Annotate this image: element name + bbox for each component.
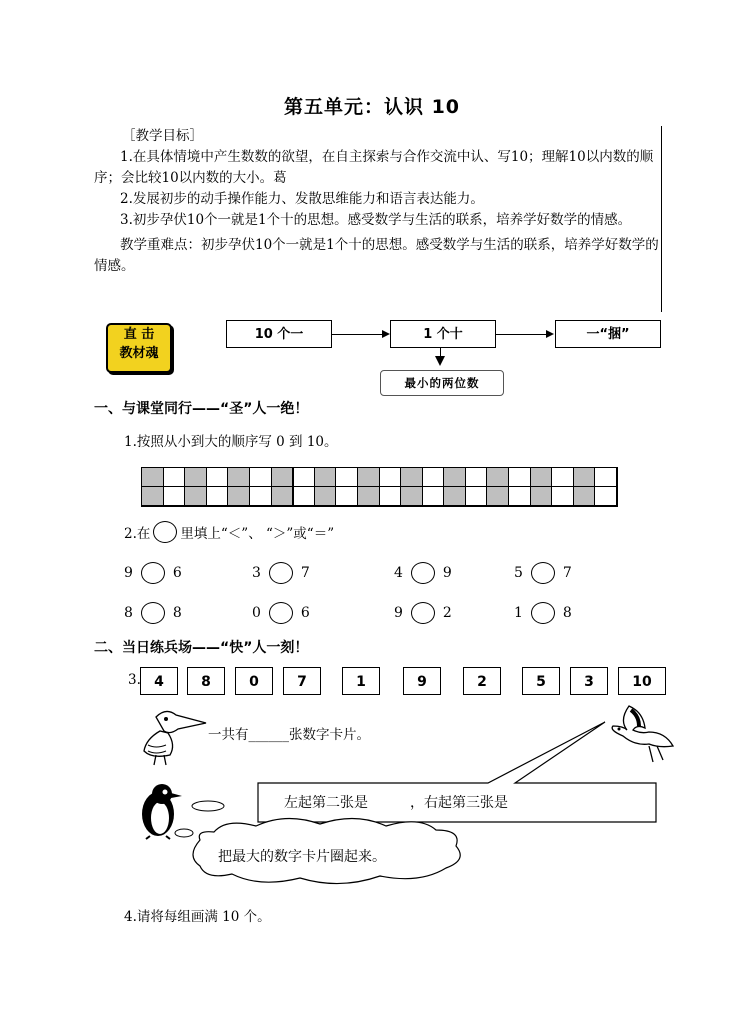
question-3-label: 3. bbox=[128, 672, 141, 688]
compare-right-number: 6 bbox=[300, 605, 310, 621]
compare-right-number: 6 bbox=[172, 565, 182, 581]
page-title: 第五单元：认识 10 bbox=[283, 96, 461, 118]
number-card[interactable]: 1 bbox=[342, 667, 380, 695]
number-card[interactable]: 9 bbox=[403, 667, 441, 695]
number-card[interactable]: 7 bbox=[283, 667, 321, 695]
compare-left-number: 3 bbox=[252, 565, 261, 581]
number-card[interactable]: 10 bbox=[618, 667, 666, 695]
compare-left-number: 9 bbox=[124, 565, 133, 581]
objective-2: 2.发展初步的动手操作能力、发散思维能力和语言表达能力。 bbox=[120, 191, 484, 207]
key-point: 教学重难点：初步孕伏10个一就是1个十的思想。感受数学与生活的联系，培养学好数学的情感。 bbox=[94, 237, 659, 274]
compare-right-number: 8 bbox=[172, 605, 182, 621]
compare-left-number: 9 bbox=[394, 605, 403, 621]
number-card[interactable]: 0 bbox=[235, 667, 273, 695]
badge-line-2: 教材魂 bbox=[119, 346, 159, 361]
compare-right-number: 2 bbox=[442, 605, 452, 621]
section-1-heading: 一、与课堂同行——“圣”人一绝！ bbox=[94, 401, 309, 417]
question-2-suffix: 里填上“＜”、 “＞”或“＝” bbox=[180, 526, 335, 542]
compare-left-number: 1 bbox=[514, 605, 523, 621]
question-2-prefix: 2.在 bbox=[124, 526, 151, 542]
bubble-text: 左起第二张是 ，右起第三张是 bbox=[284, 795, 508, 811]
flow-box-one-ten: 1 个十 bbox=[390, 320, 496, 348]
number-card[interactable]: 3 bbox=[570, 667, 608, 695]
section-2-heading: 二、当日练兵场——“快”人一刻！ bbox=[94, 640, 309, 656]
number-card[interactable]: 2 bbox=[463, 667, 501, 695]
flow-box-bundle: 一“捆” bbox=[555, 320, 661, 348]
number-card[interactable]: 5 bbox=[522, 667, 560, 695]
flow-box-ten-ones: 10 个一 bbox=[226, 320, 332, 348]
question-1: 1.按照从小到大的顺序写 0 到 10。 bbox=[124, 434, 338, 450]
smallest-two-digit-note: 最小的两位数 bbox=[380, 370, 504, 396]
card-count-text: 一共有______张数字卡片。 bbox=[208, 727, 370, 743]
cloud-text: 把最大的数字卡片圈起来。 bbox=[218, 849, 386, 865]
number-card[interactable]: 8 bbox=[187, 667, 225, 695]
question-4: 4.请将每组画满 10 个。 bbox=[124, 909, 271, 925]
compare-right-number: 9 bbox=[442, 565, 452, 581]
compare-right-number: 7 bbox=[300, 565, 310, 581]
number-card[interactable]: 4 bbox=[140, 667, 178, 695]
objective-3: 3.初步孕伏10个一就是1个十的思想。感受数学与生活的联系，培养学好数学的情感。 bbox=[120, 212, 632, 228]
badge-line-1: 直 击 bbox=[123, 327, 155, 342]
compare-left-number: 5 bbox=[514, 565, 523, 581]
compare-right-number: 8 bbox=[562, 605, 572, 621]
compare-left-number: 0 bbox=[252, 605, 261, 621]
objectives-heading: ［教学目标］ bbox=[122, 128, 203, 144]
compare-left-number: 8 bbox=[124, 605, 133, 621]
compare-left-number: 4 bbox=[394, 565, 403, 581]
compare-right-number: 7 bbox=[562, 565, 572, 581]
objective-1: 1.在具体情境中产生数数的欲望，在自主探索与合作交流中认、写10；理解10以内数的顺序；会比较10以内数的大小。葛 bbox=[94, 149, 654, 186]
